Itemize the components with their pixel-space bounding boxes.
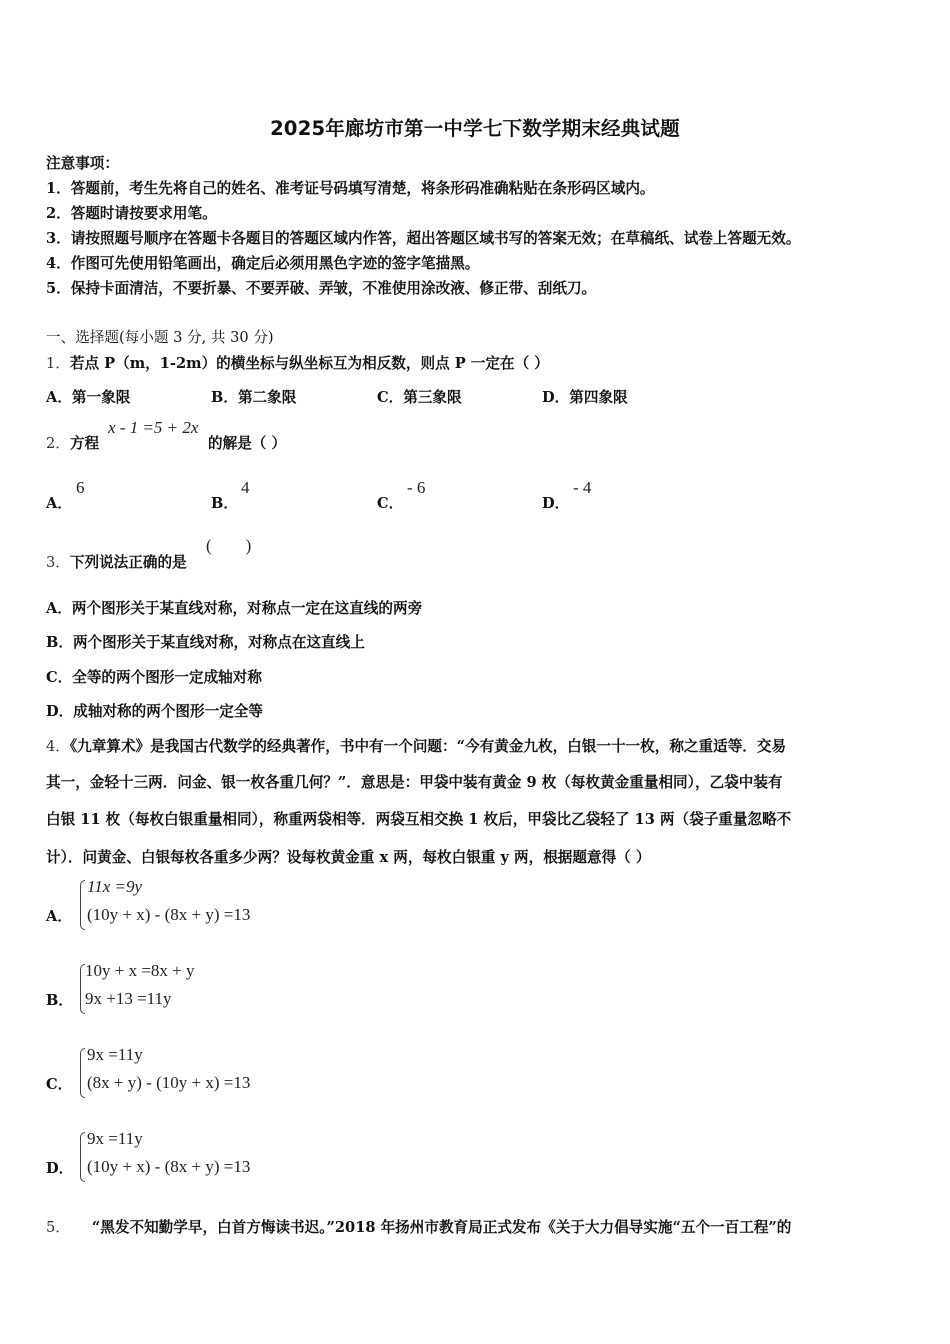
question-number: 5．: [46, 1219, 70, 1236]
section-heading: 一、选择题(每小题 3 分, 共 30 分): [46, 329, 274, 346]
option-label: D．: [46, 703, 74, 720]
option-text: 两个图形关于某直线对称，对称点在这直线上: [72, 634, 365, 651]
question-number: 4．: [46, 738, 70, 755]
option-text: 成轴对称的两个图形一定全等: [73, 703, 263, 720]
option-label: D．: [542, 495, 570, 512]
system-line: 9x =11y: [87, 1045, 143, 1064]
brace: [80, 1048, 85, 1098]
question-text: 《九章算术》是我国古代数学的经典著作，书中有一个问题：“今有黄金九枚，白银一十一枚，称之重适等．交易: [69, 738, 787, 755]
system-line: 11x =9y: [87, 877, 143, 896]
option-text: 两个图形关于某直线对称，对称点一定在这直线的两旁: [71, 600, 423, 617]
system-line: (8x + y) - (10y + x) =13: [87, 1073, 251, 1092]
option-label: C．: [46, 1076, 73, 1093]
option-label: D．: [542, 389, 570, 406]
notice-item: 5．保持卡面清洁，不要折暴、不要弄破、弄皱，不准使用涂改液、修正带、刮纸刀。: [46, 280, 597, 297]
option-value: - 4: [573, 478, 592, 497]
option-label: B．: [211, 389, 238, 406]
option-d: [542, 386, 628, 407]
option-a: [46, 597, 422, 618]
option-label: B．: [46, 634, 73, 651]
notice-item: 4．作图可先使用铅笔画出，确定后必须用黑色字迹的签字笔描黑。: [46, 255, 480, 272]
question-text: 方程: [69, 435, 100, 452]
question-number: 2．: [46, 435, 70, 452]
question-2: [46, 432, 99, 453]
question-number: 1．: [46, 355, 70, 372]
option-text: 第二象限: [237, 389, 297, 406]
answer-paren: ( ): [206, 536, 252, 555]
option-value: - 6: [407, 478, 426, 497]
brace: [80, 880, 85, 930]
question-4-line: 计）．问黄金、白银每枚各重多少两？设每枚黄金重 x 两，每枚白银重 y 两，根据题意得（ ）: [46, 849, 651, 866]
option-a: [46, 386, 130, 407]
option-d: [46, 700, 263, 721]
question-text: “黑发不知勤学早，白首方悔读书迟。”2018 年扬州市教育局正式发布《关于大力倡导实施“五个一百工程”的: [91, 1219, 792, 1236]
equation: [108, 418, 198, 438]
option-label: D．: [46, 1160, 74, 1177]
question-text: 若点 P（m，1-2m）的横坐标与纵坐标互为相反数，则点 P 一定在（ ）: [69, 355, 549, 372]
option-value: 6: [76, 478, 85, 497]
question-4-line: 其一，金轻十三两．问金、银一枚各重几何？”．意思是：甲袋中装有黄金 9 枚（每枚黄金重量相同），乙袋中装有: [46, 774, 783, 791]
system-line: 9x =11y: [87, 1129, 143, 1148]
option-text: 全等的两个图形一定成轴对称: [72, 669, 262, 686]
option-label: B．: [46, 992, 73, 1009]
question-5: [46, 1216, 791, 1237]
option-label: C．: [377, 495, 404, 512]
system-line: (10y + x) - (8x + y) =13: [87, 905, 251, 924]
option-b: [211, 386, 296, 407]
system-line: (10y + x) - (8x + y) =13: [87, 1157, 251, 1176]
option-text: 第四象限: [569, 389, 628, 406]
option-label: A．: [46, 389, 72, 406]
question-text: 下列说法正确的是: [69, 554, 187, 571]
option-label: C．: [377, 389, 404, 406]
system-line: 9x +13 =11y: [85, 989, 172, 1008]
notice-item: 3．请按照题号顺序在答题卡各题目的答题区域内作答，超出答题区域书写的答案无效；在草稿纸、试卷上答题无效。: [46, 230, 801, 247]
question-number: 3．: [46, 554, 70, 571]
option-label: C．: [46, 669, 73, 686]
system-line: 10y + x =8x + y: [85, 961, 195, 980]
equation-text: x - 1 =5 + 2x: [108, 418, 199, 437]
option-value: 4: [241, 478, 250, 497]
option-text: 第三象限: [403, 389, 462, 406]
option-c: [377, 386, 462, 407]
question-3: [46, 551, 187, 572]
option-label: A．: [46, 908, 72, 925]
option-b: [46, 631, 365, 652]
option-c: [46, 666, 262, 687]
notice-item: 1．答题前，考生先将自己的姓名、准考证号码填写清楚，将条形码准确粘贴在条形码区域内。: [46, 180, 655, 197]
notice-item: 2．答题时请按要求用笔。: [46, 205, 217, 222]
notice-heading: 注意事项：: [46, 155, 119, 172]
brace: [80, 1132, 85, 1182]
option-label: B．: [211, 495, 238, 512]
question-suffix: 的解是（ ）: [208, 435, 287, 452]
option-label: A．: [46, 495, 72, 512]
question-4-line: [46, 735, 786, 756]
page-title: 2025年廊坊市第一中学七下数学期末经典试题: [270, 117, 680, 140]
question-1: [46, 352, 549, 373]
question-4-line: 白银 11 枚（每枚白银重量相同），称重两袋相等．两袋互相交换 1 枚后，甲袋比乙袋轻了 13 两（袋子重量忽略不: [46, 811, 792, 828]
option-label: A．: [46, 600, 72, 617]
option-text: 第一象限: [71, 389, 131, 406]
